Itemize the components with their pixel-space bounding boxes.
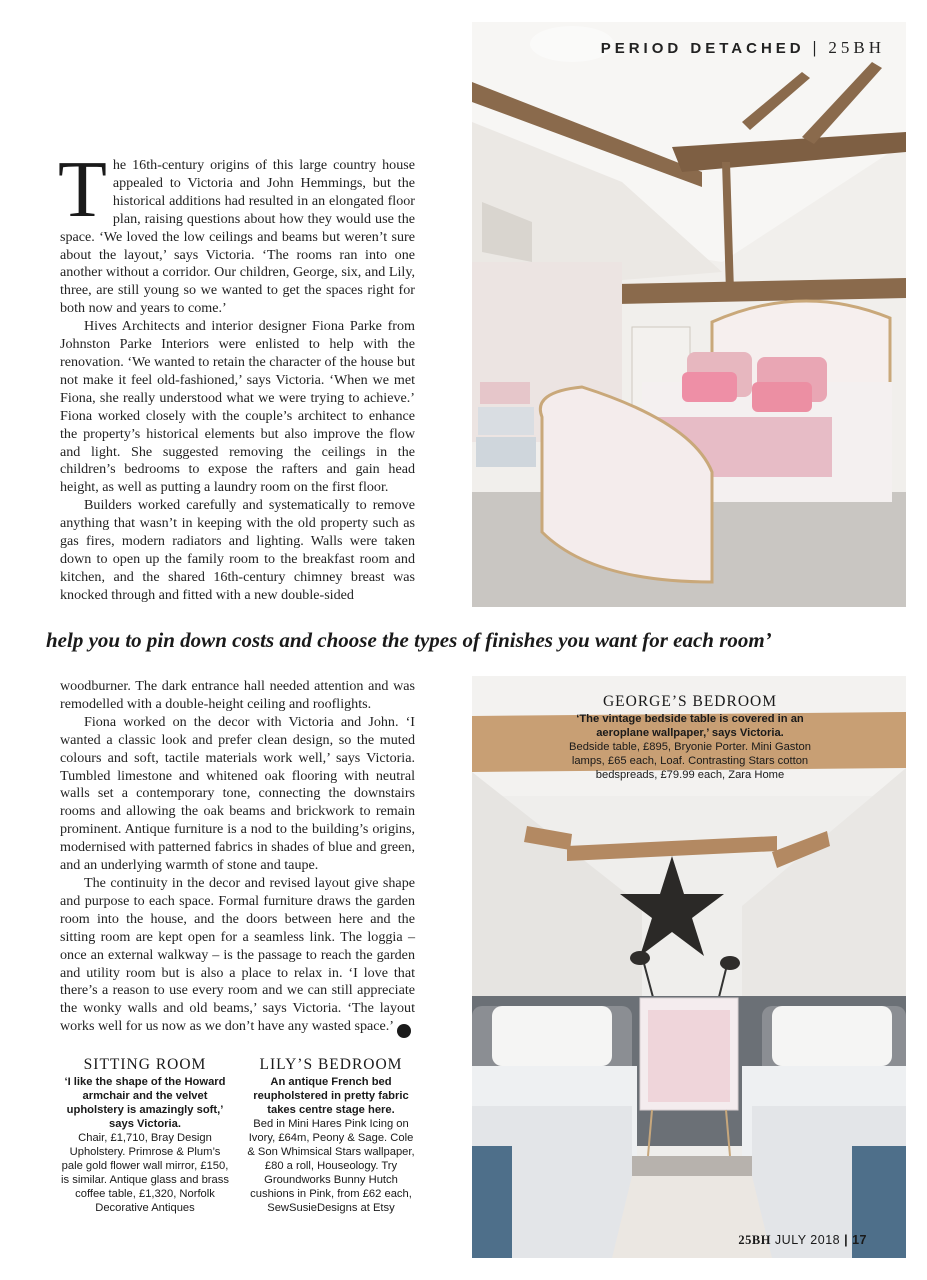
paragraph-text: The continuity in the decor and revised layout give shape and purpose to each space. Formal furniture draws the garden room into the house, and the doors between here and the sitting room are kept open for a seamless link. The loggia – once an external walkway – is the passage to reach the garden and utility room but is also a place to relax in. ‘I love that there’s a reason to use every room and we can still appreciate the wonky walls and old beams,’ says Victoria. ‘The layout works well for us now as we don’t have any wasted space.’ bbox=[60, 874, 415, 1035]
caption-lilys-bedroom bbox=[245, 1056, 417, 1215]
footer-date: JULY 2018 bbox=[774, 1233, 841, 1247]
caption-georges-bedroom bbox=[556, 693, 824, 782]
article-paragraph: woodburner. The dark entrance hall needed attention and was remodelled with a double-height ceiling and rooflights. bbox=[60, 678, 415, 712]
paragraph-text: he 16th-century origins of this large country house appealed to Victoria and John Hemmings, but the historical additions had resulted in an elongated floor plan, raising questions about how they would use the space. ‘We loved the low ceilings and beams but weren’t sure about the layout,’ says Victoria. ‘The rooms ran into one another without a corridor. Our children, George, six, and Lily, three, are still young so we wanted to get the spaces right for both now and years to come.’ bbox=[60, 157, 415, 317]
page-footer bbox=[738, 1233, 867, 1248]
section-title: PERIOD DETACHED bbox=[600, 40, 805, 57]
caption-quote: ‘The vintage bedside table is covered in an aeroplane wallpaper,’ says Victoria. bbox=[576, 713, 804, 739]
end-mark-icon: 25 bbox=[397, 1024, 411, 1038]
article-paragraph bbox=[58, 146, 415, 318]
caption-sitting-room bbox=[60, 1056, 230, 1215]
article-paragraph: Fiona worked on the decor with Victoria and John. ‘I wanted a classic look and prefer clean design, so the muted colours and soft, tactile materials work well,’ says Victoria. Tumbled limestone and whitened oak flooring with neutral walls set a contemporary tone, connecting the downstairs rooms and allowing the oak beams and brickwork to remain prominent. Antique furniture is a nod to the building’s origins, modernised with patterned fabrics in shades of blue and green, and an underlying warmth of stone and taupe. bbox=[60, 713, 415, 874]
article-paragraph bbox=[60, 874, 429, 1038]
drop-cap: T bbox=[58, 146, 107, 234]
pull-quote: help you to pin down costs and choose the types of finishes you want for each room’ bbox=[46, 628, 772, 652]
page-number: 17 bbox=[852, 1233, 867, 1247]
article-paragraph: Builders worked carefully and systematically to remove anything that wasn’t in keeping with the old property such as gas fires, modern radiators and lighting. Walls were taken down to open up the family room to the breakfast room and kitchen, and the shared 16th-century chimney breast was knocked through and fitted with a new double-sided bbox=[60, 497, 415, 603]
article-column-top bbox=[58, 146, 415, 605]
footer-separator: | bbox=[844, 1233, 849, 1247]
caption-title: GEORGE’S BEDROOM bbox=[602, 693, 778, 710]
running-header bbox=[601, 38, 885, 58]
caption-details: Bed in Mini Hares Pink Icing on Ivory, £64m, Peony & Sage. Cole & Son Whimsical Stars wallpaper, £80 a roll, Houseology. Try Groundworks Bunny Hutch cushions in Pink, from £62 each, SewSusieDesigns at Etsy bbox=[247, 1118, 415, 1214]
caption-title: LILY’S BEDROOM bbox=[259, 1056, 403, 1073]
caption-details: Chair, £1,710, Bray Design Upholstery. Primrose & Plum’s pale gold flower wall mirror, £150, is similar. Antique glass and brass coffee table, £1,320, Norfolk Decorative Antiques bbox=[61, 1132, 229, 1214]
caption-quote: ‘I like the shape of the Howard armchair and the velvet upholstery is amazingly soft,’ says Victoria. bbox=[64, 1076, 226, 1130]
article-paragraph: Hives Architects and interior designer Fiona Parke from Johnston Parke Interiors were enlisted to help with the renovation. ‘We wanted to retain the character of the house but not make it feel old-fashioned,’ says Victoria. ‘When we met Fiona, she really understood what we were trying to achieve.’ Fiona worked closely with the couple’s architect to enhance the property’s historical elements but also improve the flow and light. She suggested removing the ceilings in the children’s bedrooms to expose the rafters and gain head height, as well as putting a laundry room on the first floor. bbox=[60, 318, 415, 496]
caption-title: SITTING ROOM bbox=[83, 1056, 207, 1073]
header-brand: 25BH bbox=[828, 38, 885, 57]
footer-brand: 25BH bbox=[738, 1233, 771, 1247]
caption-quote: An antique French bed reupholstered in pretty fabric takes centre stage here. bbox=[253, 1076, 409, 1116]
header-separator: | bbox=[812, 38, 821, 57]
photo-lilys-bedroom bbox=[472, 22, 906, 607]
caption-details: Bedside table, £895, Bryonie Porter. Mini Gaston lamps, £65 each, Loaf. Contrasting Stars cotton bedspreads, £79.99 each, Zara Home bbox=[569, 741, 811, 781]
article-column-bottom bbox=[60, 678, 429, 1038]
